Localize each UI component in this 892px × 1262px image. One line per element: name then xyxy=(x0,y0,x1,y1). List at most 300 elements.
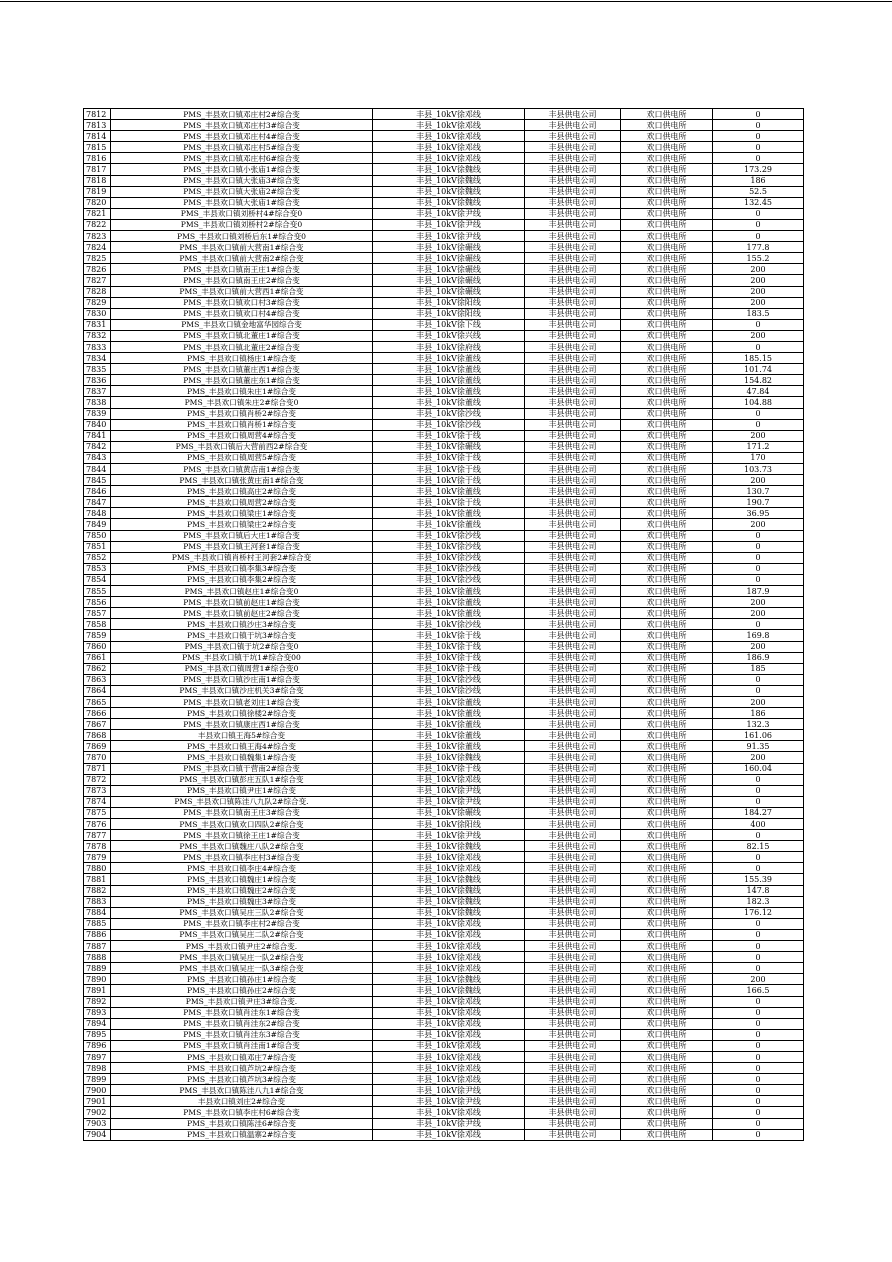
company-cell: 丰县供电公司 xyxy=(525,330,621,341)
company-cell: 丰县供电公司 xyxy=(525,929,621,940)
table-row xyxy=(84,319,804,330)
feeder-line-cell: 丰县_10kV徐于线 xyxy=(373,464,525,475)
transformer-name-cell: PMS_丰县欢口镇前大营南2#综合变 xyxy=(111,253,373,264)
feeder-line-cell: 丰县_10kV徐魏线 xyxy=(373,896,525,907)
value-cell: 186.9 xyxy=(713,652,804,663)
table-row xyxy=(84,774,804,785)
value-cell: 0 xyxy=(713,1029,804,1040)
feeder-line-cell: 丰县_10kV徐邓线 xyxy=(373,1063,525,1074)
company-cell: 丰县供电公司 xyxy=(525,597,621,608)
station-cell: 欢口供电所 xyxy=(621,253,713,264)
row-number-cell: 7860 xyxy=(84,641,111,652)
station-cell: 欢口供电所 xyxy=(621,319,713,330)
company-cell: 丰县供电公司 xyxy=(525,1118,621,1129)
value-cell: 177.8 xyxy=(713,242,804,253)
company-cell: 丰县供电公司 xyxy=(525,985,621,996)
station-cell: 欢口供电所 xyxy=(621,708,713,719)
value-cell: 0 xyxy=(713,796,804,807)
row-number-cell: 7877 xyxy=(84,830,111,841)
feeder-line-cell: 丰县_10kV徐阳线 xyxy=(373,308,525,319)
value-cell: 47.84 xyxy=(713,386,804,397)
row-number-cell: 7874 xyxy=(84,796,111,807)
feeder-line-cell: 丰县_10kV徐尹线 xyxy=(373,208,525,219)
company-cell: 丰县供电公司 xyxy=(525,830,621,841)
row-number-cell: 7815 xyxy=(84,142,111,153)
transformer-name-cell: PMS_丰县欢口镇大张庙1#综合变 xyxy=(111,197,373,208)
transformer-name-cell: PMS_丰县欢口镇李庄村3#综合变 xyxy=(111,852,373,863)
row-number-cell: 7866 xyxy=(84,708,111,719)
row-number-cell: 7823 xyxy=(84,231,111,242)
row-number-cell: 7890 xyxy=(84,974,111,985)
value-cell: 0 xyxy=(713,1063,804,1074)
table-row xyxy=(84,841,804,852)
value-cell: 200 xyxy=(713,330,804,341)
transformer-name-cell: PMS_丰县欢口镇欢口村4#综合变 xyxy=(111,308,373,319)
feeder-line-cell: 丰县_10kV徐邓线 xyxy=(373,1107,525,1118)
station-cell: 欢口供电所 xyxy=(621,330,713,341)
table-row xyxy=(84,308,804,319)
value-cell: 200 xyxy=(713,597,804,608)
table-row xyxy=(84,1107,804,1118)
station-cell: 欢口供电所 xyxy=(621,164,713,175)
value-cell: 0 xyxy=(713,1007,804,1018)
table-row xyxy=(84,397,804,408)
value-cell: 200 xyxy=(713,752,804,763)
table-row xyxy=(84,929,804,940)
value-cell: 101.74 xyxy=(713,364,804,375)
company-cell: 丰县供电公司 xyxy=(525,264,621,275)
feeder-line-cell: 丰县_10kV徐邓线 xyxy=(373,120,525,131)
transformer-name-cell: PMS_丰县欢口镇徐楼2#综合变 xyxy=(111,708,373,719)
row-number-cell: 7828 xyxy=(84,286,111,297)
table-row xyxy=(84,863,804,874)
table-row xyxy=(84,419,804,430)
row-number-cell: 7892 xyxy=(84,996,111,1007)
table-row xyxy=(84,852,804,863)
value-cell: 0 xyxy=(713,1107,804,1118)
row-number-cell: 7839 xyxy=(84,408,111,419)
company-cell: 丰县供电公司 xyxy=(525,807,621,818)
transformer-name-cell: PMS_丰县欢口镇李庄村2#综合变 xyxy=(111,918,373,929)
station-cell: 欢口供电所 xyxy=(621,231,713,242)
transformer-name-cell: PMS_丰县欢口镇康庄西1#综合变 xyxy=(111,719,373,730)
transformer-name-cell: PMS_丰县欢口镇小张庙1#综合变 xyxy=(111,164,373,175)
transformer-name-cell: PMS_丰县欢口镇董庄西1#综合变 xyxy=(111,364,373,375)
company-cell: 丰县供电公司 xyxy=(525,175,621,186)
row-number-cell: 7838 xyxy=(84,397,111,408)
station-cell: 欢口供电所 xyxy=(621,996,713,1007)
feeder-line-cell: 丰县_10kV徐沙线 xyxy=(373,541,525,552)
company-cell: 丰县供电公司 xyxy=(525,674,621,685)
table-row xyxy=(84,685,804,696)
company-cell: 丰县供电公司 xyxy=(525,841,621,852)
row-number-cell: 7871 xyxy=(84,763,111,774)
company-cell: 丰县供电公司 xyxy=(525,253,621,264)
station-cell: 欢口供电所 xyxy=(621,1063,713,1074)
station-cell: 欢口供电所 xyxy=(621,175,713,186)
station-cell: 欢口供电所 xyxy=(621,364,713,375)
row-number-cell: 7827 xyxy=(84,275,111,286)
row-number-cell: 7899 xyxy=(84,1074,111,1085)
row-number-cell: 7820 xyxy=(84,197,111,208)
table-row xyxy=(84,918,804,929)
station-cell: 欢口供电所 xyxy=(621,941,713,952)
row-number-cell: 7876 xyxy=(84,819,111,830)
station-cell: 欢口供电所 xyxy=(621,774,713,785)
station-cell: 欢口供电所 xyxy=(621,519,713,530)
value-cell: 103.73 xyxy=(713,464,804,475)
company-cell: 丰县供电公司 xyxy=(525,796,621,807)
row-number-cell: 7896 xyxy=(84,1040,111,1051)
station-cell: 欢口供电所 xyxy=(621,674,713,685)
station-cell: 欢口供电所 xyxy=(621,1118,713,1129)
row-number-cell: 7861 xyxy=(84,652,111,663)
table-row xyxy=(84,508,804,519)
row-number-cell: 7885 xyxy=(84,918,111,929)
station-cell: 欢口供电所 xyxy=(621,785,713,796)
transformer-name-cell: PMS_丰县欢口镇朱庄2#综合变0 xyxy=(111,397,373,408)
company-cell: 丰县供电公司 xyxy=(525,730,621,741)
transformer-name-cell: PMS_丰县欢口镇邓庄村2#综合变 xyxy=(111,109,373,120)
transformer-name-cell: PMS_丰县欢口镇北董庄1#综合变 xyxy=(111,330,373,341)
transformer-name-cell: PMS_丰县欢口镇肖桥村王河套2#综合变 xyxy=(111,552,373,563)
feeder-line-cell: 丰县_10kV徐沙线 xyxy=(373,408,525,419)
table-row xyxy=(84,1129,804,1140)
table-row xyxy=(84,708,804,719)
table-row xyxy=(84,885,804,896)
table-row xyxy=(84,386,804,397)
table-row xyxy=(84,264,804,275)
table-row xyxy=(84,974,804,985)
table-row xyxy=(84,464,804,475)
table-row xyxy=(84,530,804,541)
feeder-line-cell: 丰县_10kV徐邓线 xyxy=(373,774,525,785)
row-number-cell: 7875 xyxy=(84,807,111,818)
transformer-name-cell: PMS_丰县欢口镇于坑1#综合变00 xyxy=(111,652,373,663)
table-row xyxy=(84,1040,804,1051)
transformer-name-cell: PMS_丰县欢口镇魏庄3#综合变 xyxy=(111,896,373,907)
feeder-line-cell: 丰县_10kV徐魏线 xyxy=(373,841,525,852)
row-number-cell: 7831 xyxy=(84,319,111,330)
value-cell: 0 xyxy=(713,830,804,841)
table-row xyxy=(84,619,804,630)
table-row xyxy=(84,730,804,741)
value-cell: 200 xyxy=(713,974,804,985)
table-row xyxy=(84,219,804,230)
company-cell: 丰县供电公司 xyxy=(525,208,621,219)
value-cell: 0 xyxy=(713,674,804,685)
company-cell: 丰县供电公司 xyxy=(525,852,621,863)
company-cell: 丰县供电公司 xyxy=(525,1129,621,1140)
feeder-line-cell: 丰县_10kV徐董线 xyxy=(373,375,525,386)
transformer-name-cell: PMS_丰县欢口镇黄店南1#综合变 xyxy=(111,464,373,475)
transformer-name-cell: PMS_丰县欢口镇邓庄村3#综合变 xyxy=(111,120,373,131)
row-number-cell: 7844 xyxy=(84,464,111,475)
station-cell: 欢口供电所 xyxy=(621,552,713,563)
station-cell: 欢口供电所 xyxy=(621,1096,713,1107)
table-row xyxy=(84,208,804,219)
feeder-line-cell: 丰县_10kV徐于线 xyxy=(373,652,525,663)
value-cell: 200 xyxy=(713,608,804,619)
station-cell: 欢口供电所 xyxy=(621,109,713,120)
row-number-cell: 7889 xyxy=(84,963,111,974)
company-cell: 丰县供电公司 xyxy=(525,319,621,330)
station-cell: 欢口供电所 xyxy=(621,219,713,230)
station-cell: 欢口供电所 xyxy=(621,208,713,219)
feeder-line-cell: 丰县_10kV徐沙线 xyxy=(373,574,525,585)
feeder-line-cell: 丰县_10kV徐尹线 xyxy=(373,1118,525,1129)
feeder-line-cell: 丰县_10kV徐沙线 xyxy=(373,530,525,541)
value-cell: 0 xyxy=(713,1096,804,1107)
feeder-line-cell: 丰县_10kV徐魏线 xyxy=(373,885,525,896)
row-number-cell: 7881 xyxy=(84,874,111,885)
feeder-line-cell: 丰县_10kV徐董线 xyxy=(373,364,525,375)
feeder-line-cell: 丰县_10kV徐沙线 xyxy=(373,552,525,563)
feeder-line-cell: 丰县_10kV徐邓线 xyxy=(373,1007,525,1018)
feeder-line-cell: 丰县_10kV徐碾线 xyxy=(373,441,525,452)
table-row xyxy=(84,1051,804,1062)
feeder-line-cell: 丰县_10kV徐魏线 xyxy=(373,974,525,985)
station-cell: 欢口供电所 xyxy=(621,1040,713,1051)
value-cell: 0 xyxy=(713,774,804,785)
station-cell: 欢口供电所 xyxy=(621,441,713,452)
table-row xyxy=(84,941,804,952)
feeder-line-cell: 丰县_10kV徐董线 xyxy=(373,486,525,497)
value-cell: 186 xyxy=(713,175,804,186)
company-cell: 丰县供电公司 xyxy=(525,685,621,696)
company-cell: 丰县供电公司 xyxy=(525,619,621,630)
station-cell: 欢口供电所 xyxy=(621,353,713,364)
feeder-line-cell: 丰县_10kV徐魏线 xyxy=(373,164,525,175)
feeder-line-cell: 丰县_10kV徐尹线 xyxy=(373,1085,525,1096)
transformer-name-cell: PMS_丰县欢口镇南王庄1#综合变 xyxy=(111,264,373,275)
feeder-line-cell: 丰县_10kV徐碾线 xyxy=(373,242,525,253)
transformer-name-cell: PMS_丰县欢口镇杨庄1#综合变 xyxy=(111,353,373,364)
value-cell: 200 xyxy=(713,641,804,652)
transformer-name-cell: PMS_丰县欢口镇沙庄机关3#综合变 xyxy=(111,685,373,696)
row-number-cell: 7817 xyxy=(84,164,111,175)
feeder-line-cell: 丰县_10kV徐魏线 xyxy=(373,907,525,918)
station-cell: 欢口供电所 xyxy=(621,475,713,486)
table-row xyxy=(84,574,804,585)
station-cell: 欢口供电所 xyxy=(621,419,713,430)
table-row xyxy=(84,131,804,142)
company-cell: 丰县供电公司 xyxy=(525,907,621,918)
company-cell: 丰县供电公司 xyxy=(525,974,621,985)
company-cell: 丰县供电公司 xyxy=(525,1029,621,1040)
transformer-name-cell: PMS_丰县欢口镇南王庄3#综合变 xyxy=(111,807,373,818)
value-cell: 0 xyxy=(713,142,804,153)
value-cell: 0 xyxy=(713,219,804,230)
value-cell: 0 xyxy=(713,1129,804,1140)
row-number-cell: 7813 xyxy=(84,120,111,131)
station-cell: 欢口供电所 xyxy=(621,574,713,585)
table-row xyxy=(84,630,804,641)
station-cell: 欢口供电所 xyxy=(621,929,713,940)
transformer-name-cell: PMS_丰县欢口镇魏集1#综合变 xyxy=(111,752,373,763)
table-row xyxy=(84,896,804,907)
feeder-line-cell: 丰县_10kV徐邓线 xyxy=(373,1040,525,1051)
transformer-name-cell: PMS_丰县欢口镇南王庄2#综合变 xyxy=(111,275,373,286)
company-cell: 丰县供电公司 xyxy=(525,353,621,364)
table-row xyxy=(84,1096,804,1107)
value-cell: 0 xyxy=(713,685,804,696)
table-row xyxy=(84,452,804,463)
table-row xyxy=(84,719,804,730)
value-cell: 130.7 xyxy=(713,486,804,497)
transformer-name-cell: PMS_丰县欢口镇后大庄1#综合变 xyxy=(111,530,373,541)
value-cell: 0 xyxy=(713,419,804,430)
station-cell: 欢口供电所 xyxy=(621,197,713,208)
value-cell: 190.7 xyxy=(713,497,804,508)
company-cell: 丰县供电公司 xyxy=(525,441,621,452)
row-number-cell: 7829 xyxy=(84,297,111,308)
transformer-name-cell: PMS_丰县欢口镇于坑3#综合变 xyxy=(111,630,373,641)
row-number-cell: 7818 xyxy=(84,175,111,186)
row-number-cell: 7888 xyxy=(84,952,111,963)
company-cell: 丰县供电公司 xyxy=(525,1107,621,1118)
transformer-name-cell: PMS_丰县欢口镇肖洼东3#综合变 xyxy=(111,1029,373,1040)
value-cell: 171.2 xyxy=(713,441,804,452)
value-cell: 187.9 xyxy=(713,586,804,597)
value-cell: 176.12 xyxy=(713,907,804,918)
feeder-line-cell: 丰县_10kV徐邓线 xyxy=(373,1074,525,1085)
row-number-cell: 7846 xyxy=(84,486,111,497)
station-cell: 欢口供电所 xyxy=(621,275,713,286)
station-cell: 欢口供电所 xyxy=(621,608,713,619)
station-cell: 欢口供电所 xyxy=(621,597,713,608)
value-cell: 154.82 xyxy=(713,375,804,386)
value-cell: 0 xyxy=(713,231,804,242)
company-cell: 丰县供电公司 xyxy=(525,741,621,752)
value-cell: 169.8 xyxy=(713,630,804,641)
company-cell: 丰县供电公司 xyxy=(525,608,621,619)
value-cell: 0 xyxy=(713,996,804,1007)
company-cell: 丰县供电公司 xyxy=(525,197,621,208)
feeder-line-cell: 丰县_10kV徐董线 xyxy=(373,508,525,519)
row-number-cell: 7863 xyxy=(84,674,111,685)
company-cell: 丰县供电公司 xyxy=(525,586,621,597)
transformer-name-cell: PMS_丰县欢口镇朱庄1#综合变 xyxy=(111,386,373,397)
table-row xyxy=(84,341,804,352)
value-cell: 0 xyxy=(713,574,804,585)
feeder-line-cell: 丰县_10kV徐下线 xyxy=(373,319,525,330)
value-cell: 166.5 xyxy=(713,985,804,996)
row-number-cell: 7897 xyxy=(84,1051,111,1062)
table-row xyxy=(84,408,804,419)
table-row xyxy=(84,963,804,974)
transformer-name-cell: PMS_丰县欢口镇梁庄2#综合变 xyxy=(111,519,373,530)
row-number-cell: 7878 xyxy=(84,841,111,852)
company-cell: 丰县供电公司 xyxy=(525,1063,621,1074)
station-cell: 欢口供电所 xyxy=(621,752,713,763)
feeder-line-cell: 丰县_10kV徐邓线 xyxy=(373,109,525,120)
row-number-cell: 7842 xyxy=(84,441,111,452)
transformer-name-cell: PMS_丰县欢口镇梁庄1#综合变 xyxy=(111,508,373,519)
value-cell: 0 xyxy=(713,785,804,796)
feeder-line-cell: 丰县_10kV徐邓线 xyxy=(373,1029,525,1040)
row-number-cell: 7891 xyxy=(84,985,111,996)
row-number-cell: 7879 xyxy=(84,852,111,863)
feeder-line-cell: 丰县_10kV徐邓线 xyxy=(373,929,525,940)
company-cell: 丰县供电公司 xyxy=(525,918,621,929)
company-cell: 丰县供电公司 xyxy=(525,231,621,242)
value-cell: 200 xyxy=(713,696,804,707)
station-cell: 欢口供电所 xyxy=(621,1018,713,1029)
row-number-cell: 7848 xyxy=(84,508,111,519)
feeder-line-cell: 丰县_10kV徐董线 xyxy=(373,741,525,752)
feeder-line-cell: 丰县_10kV徐于线 xyxy=(373,641,525,652)
company-cell: 丰县供电公司 xyxy=(525,696,621,707)
transformer-name-cell: PMS_丰县欢口镇周营1#综合变0 xyxy=(111,663,373,674)
station-cell: 欢口供电所 xyxy=(621,663,713,674)
feeder-line-cell: 丰县_10kV徐于线 xyxy=(373,452,525,463)
transformer-name-cell: PMS_丰县欢口镇王海4#综合变 xyxy=(111,741,373,752)
transformer-name-cell: PMS_丰县欢口镇后大营前西2#综合变 xyxy=(111,441,373,452)
station-cell: 欢口供电所 xyxy=(621,153,713,164)
row-number-cell: 7853 xyxy=(84,563,111,574)
table-row xyxy=(84,763,804,774)
table-row xyxy=(84,830,804,841)
row-number-cell: 7882 xyxy=(84,885,111,896)
feeder-line-cell: 丰县_10kV徐邓线 xyxy=(373,863,525,874)
company-cell: 丰县供电公司 xyxy=(525,1051,621,1062)
station-cell: 欢口供电所 xyxy=(621,1007,713,1018)
row-number-cell: 7868 xyxy=(84,730,111,741)
company-cell: 丰县供电公司 xyxy=(525,120,621,131)
feeder-line-cell: 丰县_10kV徐于线 xyxy=(373,430,525,441)
value-cell: 200 xyxy=(713,475,804,486)
value-cell: 147.8 xyxy=(713,885,804,896)
feeder-line-cell: 丰县_10kV徐魏线 xyxy=(373,197,525,208)
company-cell: 丰县供电公司 xyxy=(525,109,621,120)
row-number-cell: 7869 xyxy=(84,741,111,752)
row-number-cell: 7872 xyxy=(84,774,111,785)
feeder-line-cell: 丰县_10kV徐邓线 xyxy=(373,852,525,863)
transformer-name-cell: PMS_丰县欢口镇周营4#综合变 xyxy=(111,430,373,441)
station-cell: 欢口供电所 xyxy=(621,386,713,397)
station-cell: 欢口供电所 xyxy=(621,841,713,852)
station-cell: 欢口供电所 xyxy=(621,952,713,963)
transformer-name-cell: PMS_丰县欢口镇尹庄3#综合变. xyxy=(111,996,373,1007)
table-row xyxy=(84,286,804,297)
station-cell: 欢口供电所 xyxy=(621,430,713,441)
feeder-line-cell: 丰县_10kV徐沙线 xyxy=(373,619,525,630)
station-cell: 欢口供电所 xyxy=(621,852,713,863)
row-number-cell: 7822 xyxy=(84,219,111,230)
table-row xyxy=(84,696,804,707)
table-row xyxy=(84,1029,804,1040)
company-cell: 丰县供电公司 xyxy=(525,896,621,907)
value-cell: 82.15 xyxy=(713,841,804,852)
row-number-cell: 7835 xyxy=(84,364,111,375)
transformer-name-cell: PMS_丰县欢口镇徐王庄1#综合变 xyxy=(111,830,373,841)
station-cell: 欢口供电所 xyxy=(621,341,713,352)
feeder-line-cell: 丰县_10kV徐魏线 xyxy=(373,985,525,996)
feeder-line-cell: 丰县_10kV徐邓线 xyxy=(373,1051,525,1062)
value-cell: 170 xyxy=(713,452,804,463)
row-number-cell: 7847 xyxy=(84,497,111,508)
station-cell: 欢口供电所 xyxy=(621,807,713,818)
company-cell: 丰县供电公司 xyxy=(525,430,621,441)
value-cell: 161.06 xyxy=(713,730,804,741)
value-cell: 160.04 xyxy=(713,763,804,774)
row-number-cell: 7893 xyxy=(84,1007,111,1018)
value-cell: 0 xyxy=(713,208,804,219)
company-cell: 丰县供电公司 xyxy=(525,142,621,153)
station-cell: 欢口供电所 xyxy=(621,563,713,574)
transformer-name-cell: PMS_丰县欢口镇肖桥2#综合变 xyxy=(111,408,373,419)
